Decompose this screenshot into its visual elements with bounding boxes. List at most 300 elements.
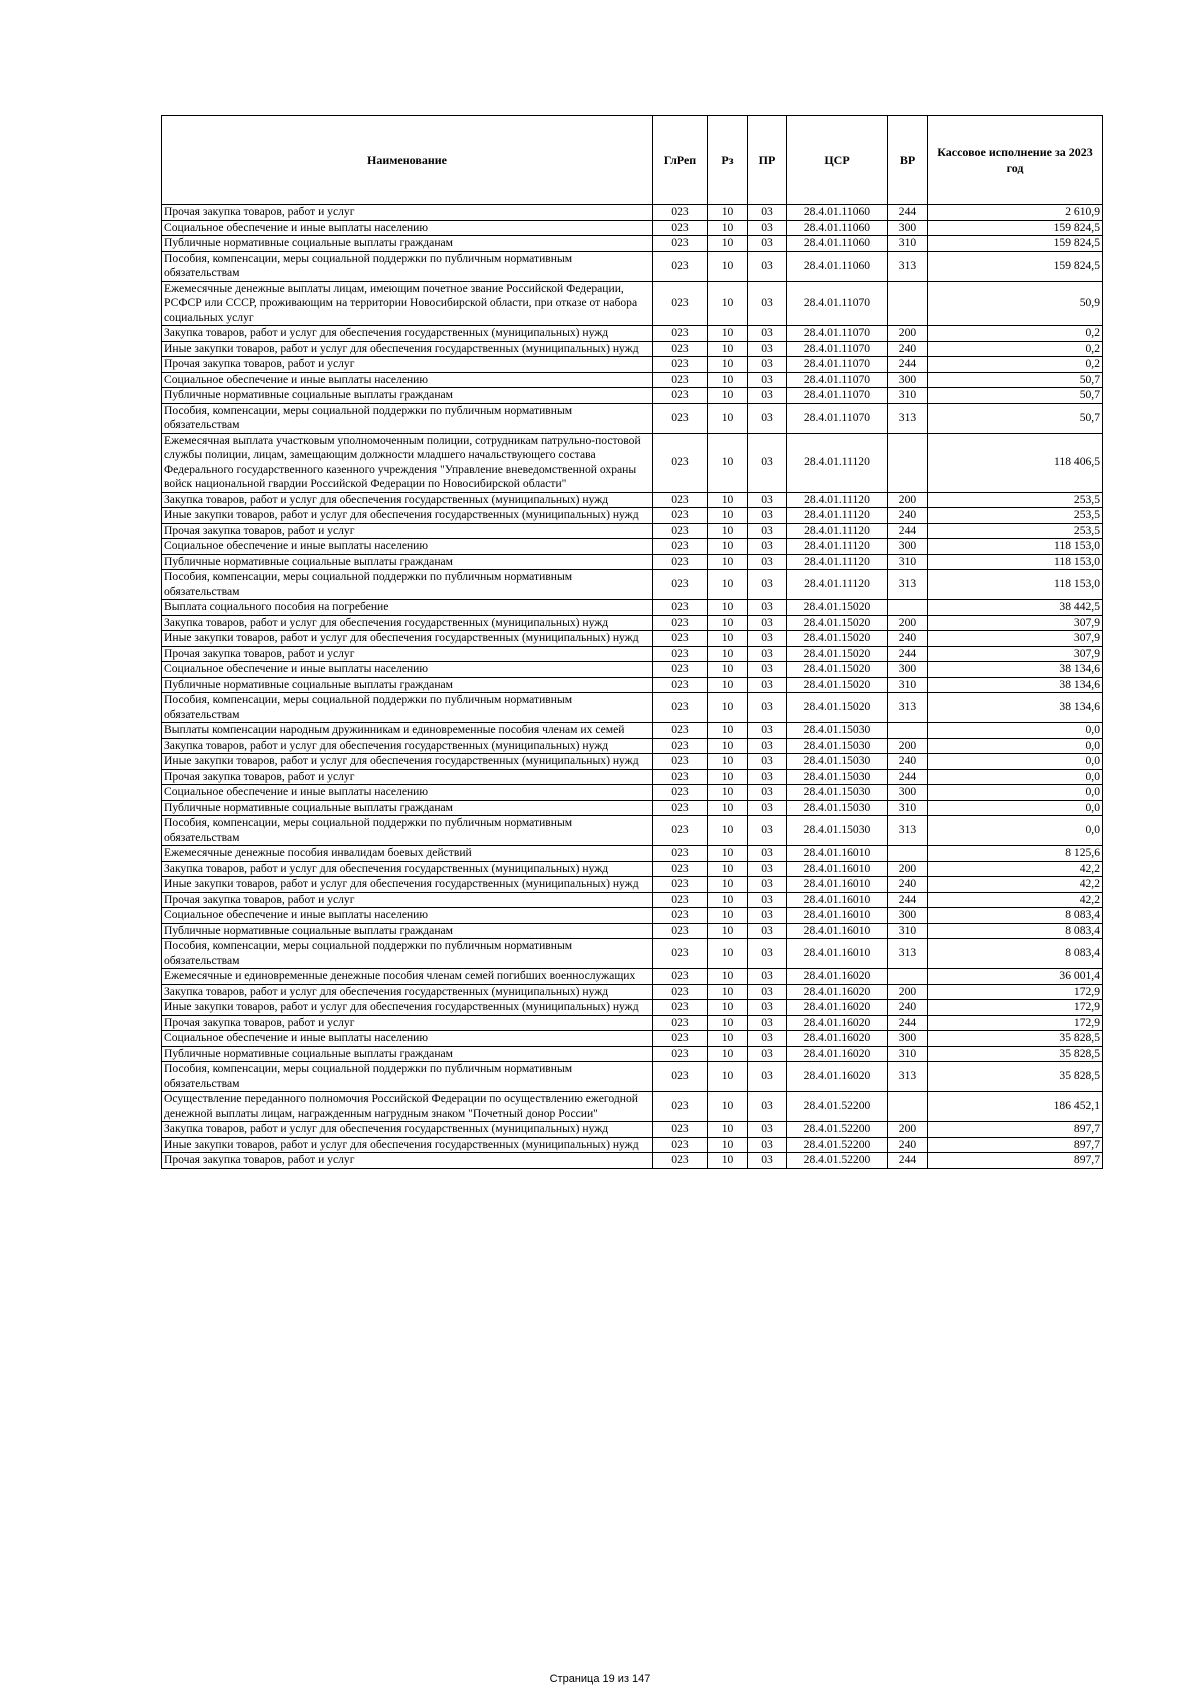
cell-name: Пособия, компенсации, меры социальной поддержки по публичным нормативным обязательствам (162, 693, 653, 723)
cell-amount: 172,9 (928, 1015, 1103, 1031)
cell-name: Пособия, компенсации, меры социальной поддержки по публичным нормативным обязательствам (162, 403, 653, 433)
cell-amount: 42,2 (928, 861, 1103, 877)
cell-rz: 10 (708, 769, 748, 785)
cell-name: Прочая закупка товаров, работ и услуг (162, 1153, 653, 1169)
cell-pr: 03 (748, 326, 787, 342)
cell-pr: 03 (748, 600, 787, 616)
cell-rz: 10 (708, 646, 748, 662)
cell-glrep: 023 (653, 1137, 708, 1153)
header-csr: ЦСР (787, 116, 888, 205)
cell-glrep: 023 (653, 769, 708, 785)
cell-glrep: 023 (653, 433, 708, 492)
cell-amount: 8 125,6 (928, 846, 1103, 862)
cell-vr: 310 (888, 800, 928, 816)
cell-rz: 10 (708, 677, 748, 693)
cell-amount: 42,2 (928, 877, 1103, 893)
cell-csr: 28.4.01.16010 (787, 846, 888, 862)
cell-amount: 118 153,0 (928, 554, 1103, 570)
cell-amount: 0,0 (928, 738, 1103, 754)
cell-vr: 300 (888, 908, 928, 924)
cell-amount: 118 153,0 (928, 570, 1103, 600)
cell-pr: 03 (748, 615, 787, 631)
cell-rz: 10 (708, 754, 748, 770)
cell-pr: 03 (748, 877, 787, 893)
cell-csr: 28.4.01.11070 (787, 341, 888, 357)
cell-amount: 38 134,6 (928, 677, 1103, 693)
table-row (162, 220, 1103, 236)
cell-csr: 28.4.01.15030 (787, 800, 888, 816)
cell-csr: 28.4.01.16020 (787, 1046, 888, 1062)
cell-csr: 28.4.01.11120 (787, 508, 888, 524)
cell-glrep: 023 (653, 1031, 708, 1047)
cell-glrep: 023 (653, 539, 708, 555)
cell-pr: 03 (748, 908, 787, 924)
table-row (162, 357, 1103, 373)
cell-glrep: 023 (653, 677, 708, 693)
cell-rz: 10 (708, 662, 748, 678)
table-row (162, 1062, 1103, 1092)
header-pr: ПР (748, 116, 787, 205)
cell-name: Иные закупки товаров, работ и услуг для обеспечения государственных (муниципальных) нужд (162, 1000, 653, 1016)
table-row (162, 984, 1103, 1000)
cell-pr: 03 (748, 388, 787, 404)
cell-csr: 28.4.01.16020 (787, 969, 888, 985)
cell-rz: 10 (708, 357, 748, 373)
cell-pr: 03 (748, 1062, 787, 1092)
cell-vr: 244 (888, 1015, 928, 1031)
cell-vr (888, 433, 928, 492)
cell-vr: 313 (888, 251, 928, 281)
table-row (162, 600, 1103, 616)
cell-glrep: 023 (653, 646, 708, 662)
table-row (162, 523, 1103, 539)
cell-vr: 313 (888, 939, 928, 969)
cell-vr: 244 (888, 523, 928, 539)
cell-pr: 03 (748, 357, 787, 373)
cell-amount: 159 824,5 (928, 236, 1103, 252)
cell-vr (888, 1092, 928, 1122)
cell-name: Пособия, компенсации, меры социальной поддержки по публичным нормативным обязательствам (162, 251, 653, 281)
cell-pr: 03 (748, 403, 787, 433)
cell-glrep: 023 (653, 508, 708, 524)
cell-pr: 03 (748, 220, 787, 236)
table-row (162, 281, 1103, 326)
cell-amount: 897,7 (928, 1137, 1103, 1153)
cell-amount: 172,9 (928, 1000, 1103, 1016)
table-row (162, 341, 1103, 357)
cell-amount: 50,7 (928, 388, 1103, 404)
cell-glrep: 023 (653, 1062, 708, 1092)
cell-amount: 38 442,5 (928, 600, 1103, 616)
cell-pr: 03 (748, 554, 787, 570)
cell-csr: 28.4.01.16010 (787, 939, 888, 969)
cell-glrep: 023 (653, 600, 708, 616)
table-row (162, 892, 1103, 908)
cell-glrep: 023 (653, 388, 708, 404)
cell-pr: 03 (748, 492, 787, 508)
cell-csr: 28.4.01.11070 (787, 403, 888, 433)
table-row (162, 372, 1103, 388)
table-row (162, 1122, 1103, 1138)
cell-csr: 28.4.01.11120 (787, 492, 888, 508)
cell-csr: 28.4.01.11120 (787, 554, 888, 570)
cell-name: Публичные нормативные социальные выплаты гражданам (162, 677, 653, 693)
table-row (162, 969, 1103, 985)
cell-pr: 03 (748, 969, 787, 985)
cell-vr (888, 281, 928, 326)
cell-name: Иные закупки товаров, работ и услуг для обеспечения государственных (муниципальных) нужд (162, 877, 653, 893)
cell-name: Прочая закупка товаров, работ и услуг (162, 1015, 653, 1031)
cell-glrep: 023 (653, 205, 708, 221)
cell-glrep: 023 (653, 754, 708, 770)
cell-glrep: 023 (653, 877, 708, 893)
cell-amount: 0,0 (928, 723, 1103, 739)
cell-amount: 8 083,4 (928, 939, 1103, 969)
cell-glrep: 023 (653, 1153, 708, 1169)
cell-rz: 10 (708, 984, 748, 1000)
cell-vr: 244 (888, 769, 928, 785)
cell-name: Социальное обеспечение и иные выплаты населению (162, 539, 653, 555)
cell-name: Закупка товаров, работ и услуг для обеспечения государственных (муниципальных) нужд (162, 326, 653, 342)
cell-glrep: 023 (653, 570, 708, 600)
cell-vr: 313 (888, 1062, 928, 1092)
cell-vr (888, 846, 928, 862)
cell-glrep: 023 (653, 738, 708, 754)
cell-name: Ежемесячные денежные выплаты лицам, имеющим почетное звание Российской Федерации, РСФСР или СССР, проживающим на территории Новосибирской области, при отказе от набора социальных услуг (162, 281, 653, 326)
cell-pr: 03 (748, 646, 787, 662)
cell-rz: 10 (708, 1031, 748, 1047)
cell-vr: 240 (888, 508, 928, 524)
cell-name: Пособия, компенсации, меры социальной поддержки по публичным нормативным обязательствам (162, 939, 653, 969)
table-row (162, 816, 1103, 846)
cell-amount: 42,2 (928, 892, 1103, 908)
cell-pr: 03 (748, 1000, 787, 1016)
cell-rz: 10 (708, 1062, 748, 1092)
cell-csr: 28.4.01.16020 (787, 1031, 888, 1047)
cell-rz: 10 (708, 846, 748, 862)
cell-glrep: 023 (653, 892, 708, 908)
table-row (162, 908, 1103, 924)
cell-amount: 172,9 (928, 984, 1103, 1000)
cell-csr: 28.4.01.11120 (787, 539, 888, 555)
table-row (162, 1031, 1103, 1047)
header-row (162, 116, 1103, 205)
cell-name: Прочая закупка товаров, работ и услуг (162, 357, 653, 373)
cell-csr: 28.4.01.15020 (787, 662, 888, 678)
cell-vr: 300 (888, 785, 928, 801)
cell-amount: 8 083,4 (928, 923, 1103, 939)
cell-amount: 50,9 (928, 281, 1103, 326)
table-row (162, 1046, 1103, 1062)
table-row (162, 846, 1103, 862)
cell-pr: 03 (748, 1046, 787, 1062)
cell-pr: 03 (748, 341, 787, 357)
cell-glrep: 023 (653, 785, 708, 801)
cell-vr: 240 (888, 631, 928, 647)
cell-pr: 03 (748, 846, 787, 862)
table-row (162, 1092, 1103, 1122)
cell-vr: 244 (888, 1153, 928, 1169)
cell-amount: 2 610,9 (928, 205, 1103, 221)
cell-vr (888, 600, 928, 616)
table-row (162, 205, 1103, 221)
cell-pr: 03 (748, 570, 787, 600)
table-row (162, 738, 1103, 754)
cell-pr: 03 (748, 723, 787, 739)
cell-amount: 0,0 (928, 800, 1103, 816)
cell-glrep: 023 (653, 693, 708, 723)
table-row (162, 388, 1103, 404)
cell-rz: 10 (708, 492, 748, 508)
table-row (162, 1137, 1103, 1153)
cell-csr: 28.4.01.15030 (787, 754, 888, 770)
cell-pr: 03 (748, 785, 787, 801)
cell-pr: 03 (748, 923, 787, 939)
table-row (162, 403, 1103, 433)
table-row (162, 939, 1103, 969)
table-row (162, 861, 1103, 877)
cell-glrep: 023 (653, 846, 708, 862)
cell-csr: 28.4.01.11060 (787, 251, 888, 281)
table-row (162, 800, 1103, 816)
cell-csr: 28.4.01.52200 (787, 1092, 888, 1122)
table-row (162, 646, 1103, 662)
cell-vr: 310 (888, 236, 928, 252)
cell-rz: 10 (708, 723, 748, 739)
cell-csr: 28.4.01.11060 (787, 220, 888, 236)
cell-name: Ежемесячные денежные пособия инвалидам боевых действий (162, 846, 653, 862)
table-row (162, 570, 1103, 600)
cell-name: Прочая закупка товаров, работ и услуг (162, 892, 653, 908)
cell-csr: 28.4.01.11070 (787, 388, 888, 404)
cell-csr: 28.4.01.16010 (787, 923, 888, 939)
cell-glrep: 023 (653, 923, 708, 939)
table-row (162, 877, 1103, 893)
cell-vr: 310 (888, 388, 928, 404)
header-name: Наименование (162, 116, 653, 205)
cell-amount: 35 828,5 (928, 1031, 1103, 1047)
cell-pr: 03 (748, 800, 787, 816)
cell-rz: 10 (708, 508, 748, 524)
cell-rz: 10 (708, 1092, 748, 1122)
cell-rz: 10 (708, 236, 748, 252)
cell-vr: 244 (888, 205, 928, 221)
cell-glrep: 023 (653, 969, 708, 985)
cell-pr: 03 (748, 236, 787, 252)
cell-name: Выплаты компенсации народным дружинникам и единовременные пособия членам их семей (162, 723, 653, 739)
cell-vr: 244 (888, 357, 928, 373)
cell-name: Прочая закупка товаров, работ и услуг (162, 646, 653, 662)
cell-vr: 240 (888, 754, 928, 770)
table-row (162, 677, 1103, 693)
cell-glrep: 023 (653, 492, 708, 508)
cell-csr: 28.4.01.11120 (787, 433, 888, 492)
table-row (162, 1000, 1103, 1016)
cell-glrep: 023 (653, 984, 708, 1000)
cell-amount: 0,0 (928, 754, 1103, 770)
cell-glrep: 023 (653, 220, 708, 236)
cell-csr: 28.4.01.15030 (787, 738, 888, 754)
cell-glrep: 023 (653, 281, 708, 326)
cell-rz: 10 (708, 570, 748, 600)
cell-vr: 300 (888, 220, 928, 236)
cell-glrep: 023 (653, 403, 708, 433)
budget-table (161, 115, 1103, 1169)
cell-name: Социальное обеспечение и иные выплаты населению (162, 662, 653, 678)
cell-glrep: 023 (653, 523, 708, 539)
cell-pr: 03 (748, 984, 787, 1000)
cell-name: Иные закупки товаров, работ и услуг для обеспечения государственных (муниципальных) нужд (162, 508, 653, 524)
cell-name: Иные закупки товаров, работ и услуг для обеспечения государственных (муниципальных) нужд (162, 1137, 653, 1153)
cell-name: Публичные нормативные социальные выплаты гражданам (162, 1046, 653, 1062)
cell-pr: 03 (748, 662, 787, 678)
cell-glrep: 023 (653, 662, 708, 678)
cell-vr: 200 (888, 861, 928, 877)
cell-amount: 35 828,5 (928, 1062, 1103, 1092)
cell-pr: 03 (748, 433, 787, 492)
cell-csr: 28.4.01.52200 (787, 1137, 888, 1153)
cell-amount: 38 134,6 (928, 693, 1103, 723)
table-row (162, 236, 1103, 252)
cell-vr: 200 (888, 1122, 928, 1138)
cell-csr: 28.4.01.15020 (787, 631, 888, 647)
cell-glrep: 023 (653, 615, 708, 631)
cell-name: Социальное обеспечение и иные выплаты населению (162, 908, 653, 924)
cell-csr: 28.4.01.11060 (787, 236, 888, 252)
cell-amount: 159 824,5 (928, 220, 1103, 236)
cell-name: Прочая закупка товаров, работ и услуг (162, 769, 653, 785)
cell-name: Закупка товаров, работ и услуг для обеспечения государственных (муниципальных) нужд (162, 738, 653, 754)
cell-glrep: 023 (653, 357, 708, 373)
cell-rz: 10 (708, 1137, 748, 1153)
cell-vr: 200 (888, 492, 928, 508)
cell-glrep: 023 (653, 236, 708, 252)
cell-glrep: 023 (653, 1092, 708, 1122)
cell-pr: 03 (748, 1015, 787, 1031)
header-vr: ВР (888, 116, 928, 205)
cell-csr: 28.4.01.15020 (787, 600, 888, 616)
cell-csr: 28.4.01.15020 (787, 615, 888, 631)
cell-pr: 03 (748, 769, 787, 785)
cell-amount: 897,7 (928, 1153, 1103, 1169)
cell-rz: 10 (708, 372, 748, 388)
cell-glrep: 023 (653, 861, 708, 877)
cell-glrep: 023 (653, 723, 708, 739)
cell-name: Закупка товаров, работ и услуг для обеспечения государственных (муниципальных) нужд (162, 615, 653, 631)
cell-glrep: 023 (653, 800, 708, 816)
cell-name: Пособия, компенсации, меры социальной поддержки по публичным нормативным обязательствам (162, 1062, 653, 1092)
cell-rz: 10 (708, 251, 748, 281)
cell-csr: 28.4.01.16010 (787, 877, 888, 893)
table-row (162, 251, 1103, 281)
cell-pr: 03 (748, 754, 787, 770)
cell-rz: 10 (708, 1015, 748, 1031)
cell-vr: 200 (888, 326, 928, 342)
cell-amount: 253,5 (928, 523, 1103, 539)
cell-csr: 28.4.01.15030 (787, 769, 888, 785)
cell-rz: 10 (708, 539, 748, 555)
cell-amount: 0,2 (928, 341, 1103, 357)
cell-rz: 10 (708, 600, 748, 616)
cell-rz: 10 (708, 861, 748, 877)
cell-name: Закупка товаров, работ и услуг для обеспечения государственных (муниципальных) нужд (162, 1122, 653, 1138)
header-amount: Кассовое исполнение за 2023 год (928, 116, 1103, 205)
cell-rz: 10 (708, 433, 748, 492)
cell-vr: 244 (888, 646, 928, 662)
cell-vr: 200 (888, 615, 928, 631)
table-row (162, 615, 1103, 631)
cell-csr: 28.4.01.15030 (787, 816, 888, 846)
cell-pr: 03 (748, 738, 787, 754)
cell-rz: 10 (708, 738, 748, 754)
cell-rz: 10 (708, 969, 748, 985)
cell-amount: 0,2 (928, 357, 1103, 373)
cell-vr: 200 (888, 738, 928, 754)
cell-name: Публичные нормативные социальные выплаты гражданам (162, 800, 653, 816)
cell-name: Иные закупки товаров, работ и услуг для обеспечения государственных (муниципальных) нужд (162, 631, 653, 647)
cell-rz: 10 (708, 892, 748, 908)
cell-vr: 300 (888, 539, 928, 555)
cell-amount: 253,5 (928, 492, 1103, 508)
table-header (162, 116, 1103, 205)
cell-name: Закупка товаров, работ и услуг для обеспечения государственных (муниципальных) нужд (162, 984, 653, 1000)
cell-pr: 03 (748, 693, 787, 723)
table-row (162, 754, 1103, 770)
cell-vr: 240 (888, 877, 928, 893)
cell-amount: 897,7 (928, 1122, 1103, 1138)
cell-csr: 28.4.01.11070 (787, 372, 888, 388)
cell-vr: 310 (888, 677, 928, 693)
cell-name: Социальное обеспечение и иные выплаты населению (162, 220, 653, 236)
cell-amount: 307,9 (928, 646, 1103, 662)
cell-pr: 03 (748, 1153, 787, 1169)
cell-glrep: 023 (653, 1015, 708, 1031)
cell-csr: 28.4.01.11070 (787, 326, 888, 342)
cell-pr: 03 (748, 677, 787, 693)
cell-name: Иные закупки товаров, работ и услуг для обеспечения государственных (муниципальных) нужд (162, 754, 653, 770)
cell-amount: 186 452,1 (928, 1092, 1103, 1122)
cell-vr: 300 (888, 662, 928, 678)
cell-pr: 03 (748, 1122, 787, 1138)
cell-name: Закупка товаров, работ и услуг для обеспечения государственных (муниципальных) нужд (162, 492, 653, 508)
table-row (162, 326, 1103, 342)
cell-name: Выплата социального пособия на погребение (162, 600, 653, 616)
cell-glrep: 023 (653, 908, 708, 924)
cell-rz: 10 (708, 341, 748, 357)
cell-vr (888, 969, 928, 985)
cell-glrep: 023 (653, 326, 708, 342)
cell-pr: 03 (748, 539, 787, 555)
cell-amount: 50,7 (928, 403, 1103, 433)
cell-csr: 28.4.01.16020 (787, 1000, 888, 1016)
cell-rz: 10 (708, 326, 748, 342)
cell-vr: 300 (888, 1031, 928, 1047)
table-row (162, 785, 1103, 801)
cell-amount: 307,9 (928, 631, 1103, 647)
cell-csr: 28.4.01.16010 (787, 908, 888, 924)
cell-vr: 240 (888, 1000, 928, 1016)
cell-name: Пособия, компенсации, меры социальной поддержки по публичным нормативным обязательствам (162, 570, 653, 600)
cell-glrep: 023 (653, 251, 708, 281)
cell-csr: 28.4.01.15030 (787, 723, 888, 739)
cell-vr: 240 (888, 1137, 928, 1153)
table-row (162, 769, 1103, 785)
cell-amount: 8 083,4 (928, 908, 1103, 924)
cell-rz: 10 (708, 816, 748, 846)
header-rz: Рз (708, 116, 748, 205)
cell-glrep: 023 (653, 1046, 708, 1062)
cell-csr: 28.4.01.16010 (787, 892, 888, 908)
